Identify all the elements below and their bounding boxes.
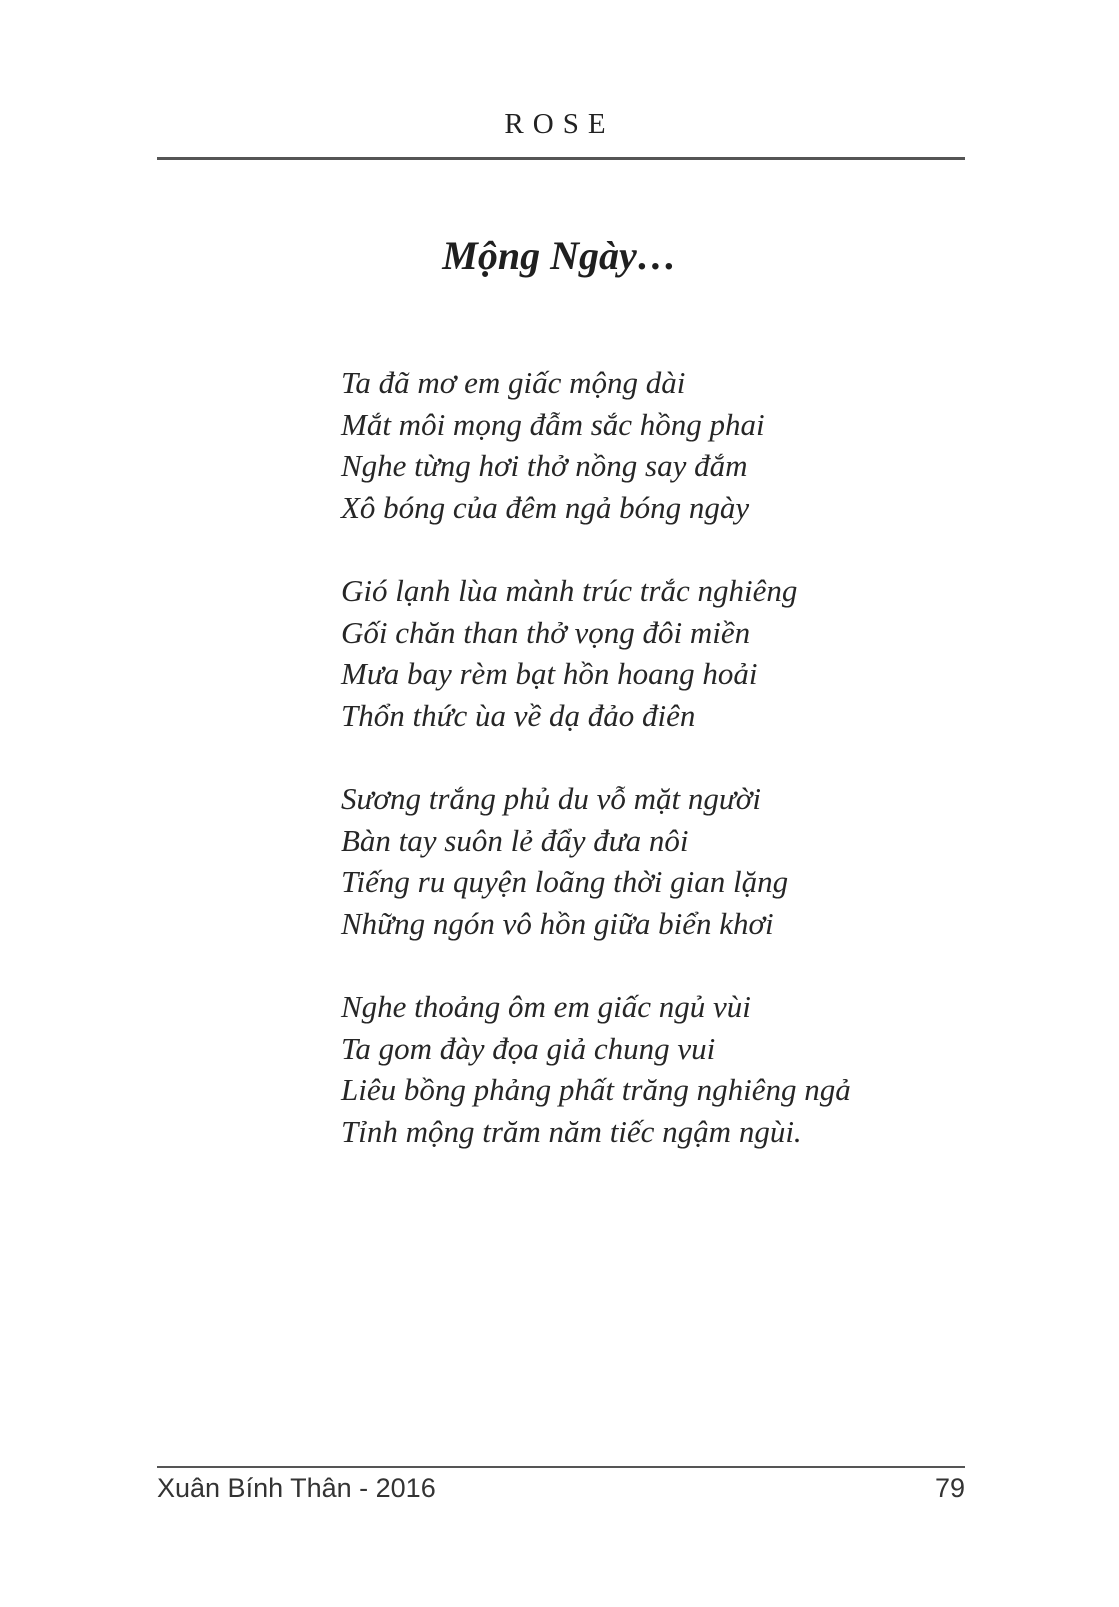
poem-line: Xô bóng của đêm ngả bóng ngày: [341, 489, 750, 525]
poem-line: Ta gom đày đọa giả chung vui: [341, 1030, 716, 1066]
poem-line: Nghe từng hơi thở nồng say đắm: [341, 448, 748, 483]
running-header: ROSE: [504, 108, 615, 140]
poem-line: Mưa bay rèm bạt hồn hoang hoải: [341, 656, 758, 691]
poem-line: Nghe thoảng ôm em giấc ngủ vùi: [341, 989, 751, 1024]
poem-line: Mắt môi mọng đẫm sắc hồng phai: [341, 406, 765, 442]
poem-title: Mộng Ngày…: [442, 233, 677, 278]
footer-book-title: Xuân Bính Thân - 2016: [157, 1473, 436, 1503]
page-number: 79: [934, 1473, 965, 1503]
stanza-2: [341, 570, 961, 736]
poem-body: [341, 362, 961, 1194]
poem-line: Bàn tay suôn lẻ đẩy đưa nôi: [341, 822, 689, 858]
poem-line: Gió lạnh lùa mành trúc trắc nghiêng: [341, 573, 798, 608]
poem-line: Những ngón vô hồn giữa biển khơi: [341, 905, 774, 941]
poem-line: Thổn thức ùa về dạ đảo điên: [341, 697, 696, 733]
header-divider: [157, 157, 965, 160]
stanza-3: [341, 778, 961, 944]
poem-line: Tỉnh mộng trăm năm tiếc ngậm ngùi.: [341, 1113, 802, 1149]
poem-line: Tiếng ru quyện loãng thời gian lặng: [341, 864, 789, 899]
footer-divider: [157, 1466, 965, 1468]
poem-line: Gối chăn than thở vọng đôi miền: [341, 614, 751, 650]
poem-line: Ta đã mơ em giấc mộng dài: [341, 365, 686, 400]
poem-line: Liêu bồng phảng phất trăng nghiêng ngả: [341, 1072, 851, 1107]
stanza-4: [341, 986, 961, 1152]
poem-line: Sương trắng phủ du vỗ mặt người: [341, 781, 761, 816]
stanza-1: [341, 362, 961, 528]
